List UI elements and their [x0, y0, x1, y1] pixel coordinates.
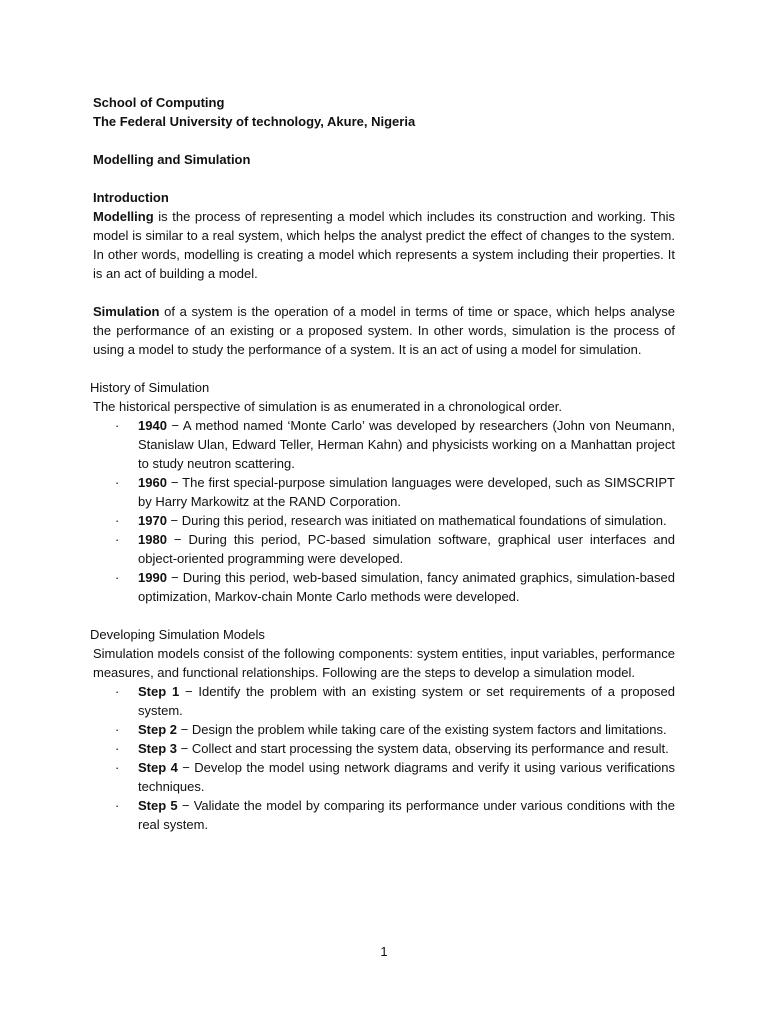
step-label: Step 2 [138, 722, 178, 737]
history-year: 1990 [138, 570, 167, 585]
history-item [93, 568, 675, 606]
introduction-heading: Introduction [93, 190, 169, 205]
history-item [93, 511, 675, 530]
bullet-dot: · [115, 532, 120, 547]
modelling-paragraph [93, 207, 675, 283]
history-text: − During this period, research was initiated on mathematical foundations of simulation. [166, 513, 667, 528]
simulation-paragraph [93, 302, 675, 359]
history-text: − The first special-purpose simulation languages were developed, such as SIMSCRIPT by Harry Markowitz at the RAND Corporation. [138, 475, 675, 509]
step-text: − Identify the problem with an existing system or set requirements of a proposed system. [138, 684, 675, 718]
bullet-dot: · [115, 722, 120, 737]
history-item [93, 473, 675, 511]
history-item [93, 416, 675, 473]
step-item [93, 682, 675, 720]
history-year: 1960 [138, 475, 167, 490]
step-item [93, 720, 675, 739]
step-label: Step 3 [138, 741, 178, 756]
history-year: 1970 [138, 513, 167, 528]
bullet-dot: · [115, 798, 120, 813]
bullet-dot: · [115, 741, 120, 756]
step-text: − Validate the model by comparing its performance under various conditions with the real system. [138, 798, 676, 832]
history-text: − During this period, web-based simulation, fancy animated graphics, simulation-based optimization, Markov-chain Monte Carlo methods were developed. [138, 570, 675, 604]
steps-list [93, 682, 675, 834]
step-text: − Develop the model using network diagrams and verify it using various verifications techniques. [138, 760, 676, 794]
step-item [93, 739, 675, 758]
history-year: 1940 [138, 418, 167, 433]
developing-heading: Developing Simulation Models [90, 627, 265, 642]
history-intro: The historical perspective of simulation is as enumerated in a chronological order. [93, 399, 562, 414]
step-text: − Collect and start processing the system data, observing its performance and result. [177, 741, 669, 756]
step-label: Step 4 [138, 760, 178, 775]
history-item [93, 530, 675, 568]
step-item [93, 796, 675, 834]
history-text: − During this period, PC-based simulation software, graphical user interfaces and object-oriented programming were developed. [138, 532, 675, 566]
bullet-dot: · [115, 418, 120, 433]
bullet-dot: · [115, 513, 120, 528]
developing-intro: Simulation models consist of the following components: system entities, input variables, performance measures, and functional relationships. Following are the steps to develop a simulation model. [93, 646, 675, 680]
history-year: 1980 [138, 532, 167, 547]
bullet-dot: · [115, 684, 120, 699]
page-number: 1 [380, 944, 388, 959]
modelling-term: Modelling [93, 209, 154, 224]
bullet-dot: · [115, 475, 120, 490]
modelling-text: is the process of representing a model which includes its construction and working. This model is similar to a real system, which helps the analyst predict the effect of changes to the system. In other words, modelling is creating a model which represents a system including their properties. It is an act of building a model. [93, 209, 675, 281]
university-name: The Federal University of technology, Akure, Nigeria [93, 114, 416, 129]
step-item [93, 758, 675, 796]
step-label: Step 5 [138, 798, 178, 813]
step-label: Step 1 [138, 684, 180, 699]
document-body [90, 93, 676, 834]
step-text: − Design the problem while taking care of the existing system factors and limitations. [177, 722, 667, 737]
bullet-dot: · [115, 570, 120, 585]
history-list [93, 416, 675, 606]
simulation-term: Simulation [93, 304, 160, 319]
simulation-text: of a system is the operation of a model in terms of time or space, which helps analyse the performance of an existing or a proposed system. In other words, simulation is the process of using a model to study the performance of a system. It is an act of using a model for simulation. [93, 304, 675, 357]
bullet-dot: · [115, 760, 120, 775]
history-heading: History of Simulation [90, 380, 210, 395]
course-title: Modelling and Simulation [93, 152, 251, 167]
history-text: − A method named ‘Monte Carlo’ was developed by researchers (John von Neumann, Stanislaw Ulan, Edward Teller, Herman Kahn) and physicists working on a Manhattan project to study neutron scattering. [138, 418, 675, 471]
school-name: School of Computing [93, 95, 225, 110]
